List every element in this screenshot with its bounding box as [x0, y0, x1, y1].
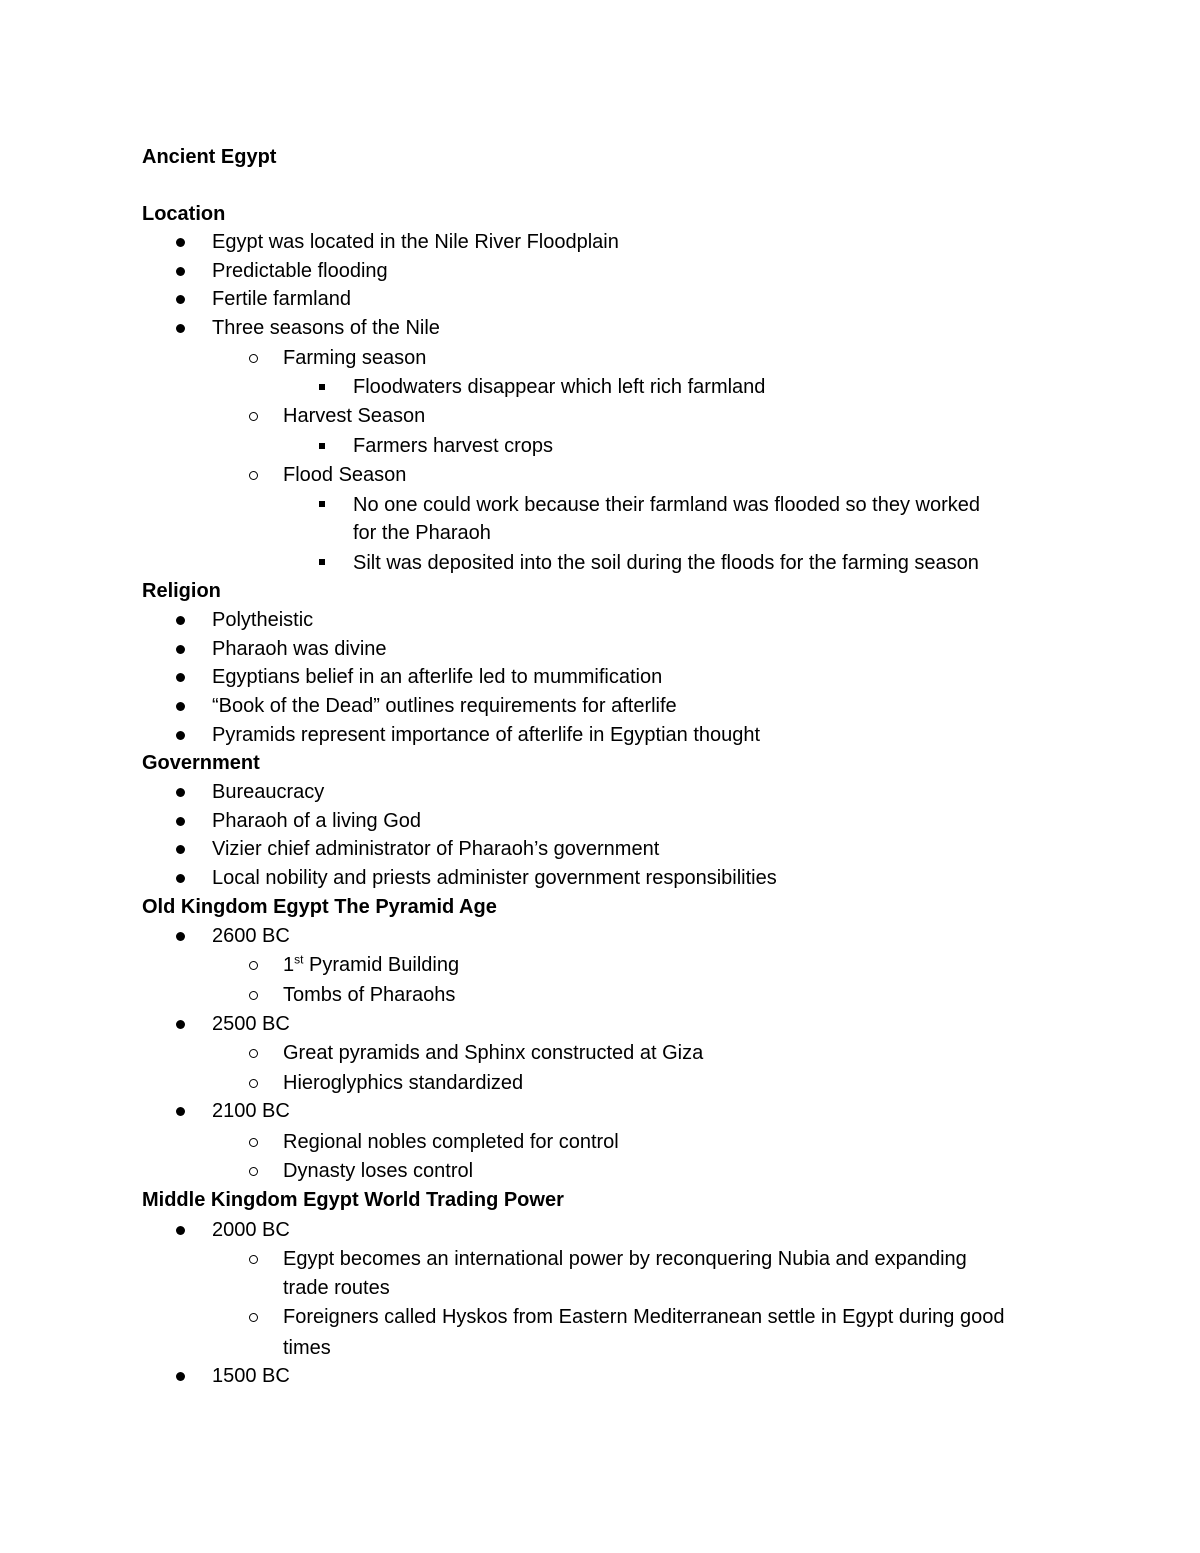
bullet-icon — [176, 645, 185, 654]
list-item: Bureaucracy — [212, 781, 325, 803]
list-item-text: Pyramid Building — [303, 954, 460, 976]
list-item: Local nobility and priests administer government responsibilities — [212, 867, 777, 889]
list-item-continuation: for the Pharaoh — [353, 522, 491, 544]
list-item: Egypt becomes an international power by reconquering Nubia and expanding — [283, 1248, 967, 1270]
bullet-icon — [176, 295, 185, 304]
list-item: “Book of the Dead” outlines requirements for afterlife — [212, 695, 677, 717]
list-item: Hieroglyphics standardized — [283, 1072, 524, 1094]
document-title: Ancient Egypt — [142, 146, 277, 168]
list-item: 2100 BC — [212, 1100, 290, 1122]
list-item: 2500 BC — [212, 1013, 290, 1035]
bullet-icon — [176, 845, 185, 854]
bullet-icon — [176, 324, 185, 333]
square-bullet-icon — [319, 501, 325, 507]
circle-bullet-icon — [249, 354, 258, 363]
bullet-icon — [176, 788, 185, 797]
list-item: Polytheistic — [212, 609, 314, 631]
list-item: Farmers harvest crops — [353, 435, 554, 457]
ordinal-suffix: st — [294, 952, 304, 967]
list-item: Egypt was located in the Nile River Floodplain — [212, 231, 619, 253]
list-item-continuation: trade routes — [283, 1277, 390, 1299]
list-item — [283, 951, 459, 979]
circle-bullet-icon — [249, 471, 258, 480]
list-item: Three seasons of the Nile — [212, 317, 440, 339]
bullet-icon — [176, 1020, 185, 1029]
list-item: Vizier chief administrator of Pharaoh’s government — [212, 838, 660, 860]
section-heading-middle-kingdom: Middle Kingdom Egypt World Trading Power — [142, 1189, 564, 1211]
circle-bullet-icon — [249, 1167, 258, 1176]
list-item: Tombs of Pharaohs — [283, 984, 456, 1006]
list-item: Floodwaters disappear which left rich farmland — [353, 376, 766, 398]
bullet-icon — [176, 673, 185, 682]
list-item: Farming season — [283, 347, 427, 369]
circle-bullet-icon — [249, 1313, 258, 1322]
list-item: Pharaoh of a living God — [212, 810, 422, 832]
bullet-icon — [176, 731, 185, 740]
square-bullet-icon — [319, 384, 325, 390]
list-item: 1500 BC — [212, 1365, 290, 1387]
list-item: Egyptians belief in an afterlife led to mummification — [212, 666, 663, 688]
circle-bullet-icon — [249, 1049, 258, 1058]
circle-bullet-icon — [249, 1079, 258, 1088]
list-item: Pharaoh was divine — [212, 638, 387, 660]
list-item: No one could work because their farmland was flooded so they worked — [353, 494, 981, 516]
section-heading-government: Government — [142, 752, 260, 774]
list-item: Pyramids represent importance of afterlife in Egyptian thought — [212, 724, 761, 746]
bullet-icon — [176, 1107, 185, 1116]
list-item: Flood Season — [283, 464, 407, 486]
bullet-icon — [176, 932, 185, 941]
list-item: Harvest Season — [283, 405, 426, 427]
bullet-icon — [176, 1372, 185, 1381]
list-item: 2600 BC — [212, 925, 290, 947]
bullet-icon — [176, 238, 185, 247]
list-item: Silt was deposited into the soil during the floods for the farming season — [353, 552, 979, 574]
circle-bullet-icon — [249, 991, 258, 1000]
list-item: Predictable flooding — [212, 260, 388, 282]
list-item: Great pyramids and Sphinx constructed at Giza — [283, 1042, 704, 1064]
section-heading-old-kingdom: Old Kingdom Egypt The Pyramid Age — [142, 896, 497, 918]
bullet-icon — [176, 1226, 185, 1235]
circle-bullet-icon — [249, 961, 258, 970]
circle-bullet-icon — [249, 1138, 258, 1147]
section-heading-location: Location — [142, 203, 226, 225]
bullet-icon — [176, 874, 185, 883]
list-item: Fertile farmland — [212, 288, 351, 310]
bullet-icon — [176, 267, 185, 276]
circle-bullet-icon — [249, 412, 258, 421]
list-item: Foreigners called Hyskos from Eastern Mediterranean settle in Egypt during good — [283, 1306, 1005, 1328]
list-item: 2000 BC — [212, 1219, 290, 1241]
ordinal-number: 1 — [283, 954, 295, 976]
bullet-icon — [176, 702, 185, 711]
square-bullet-icon — [319, 559, 325, 565]
section-heading-religion: Religion — [142, 580, 221, 602]
list-item-continuation: times — [283, 1337, 331, 1359]
list-item: Dynasty loses control — [283, 1160, 474, 1182]
list-item: Regional nobles completed for control — [283, 1131, 619, 1153]
circle-bullet-icon — [249, 1255, 258, 1264]
bullet-icon — [176, 817, 185, 826]
square-bullet-icon — [319, 443, 325, 449]
bullet-icon — [176, 616, 185, 625]
